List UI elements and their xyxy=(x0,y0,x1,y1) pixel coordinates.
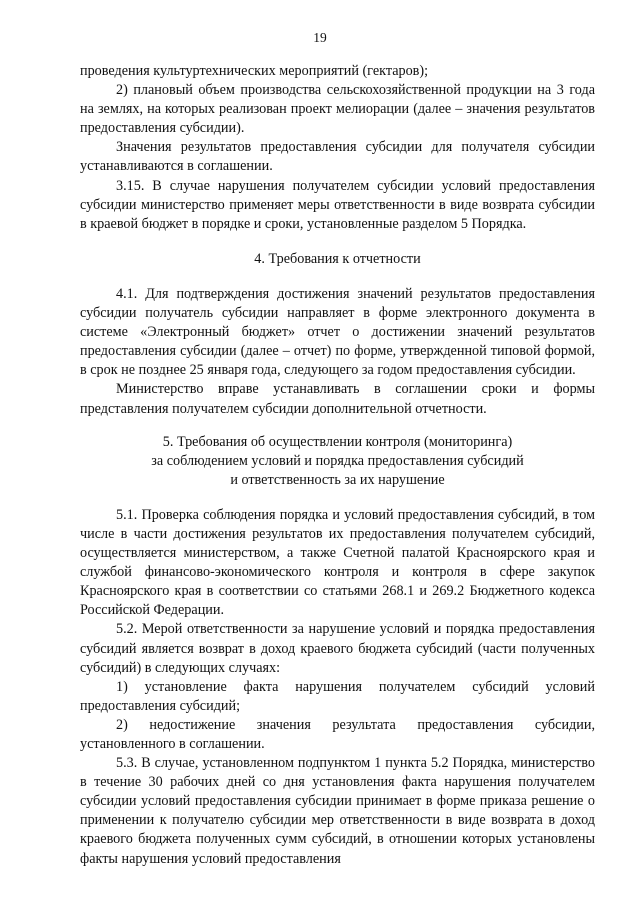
document-body xyxy=(80,62,595,869)
section-5-heading-line3: и ответственность за их нарушение xyxy=(230,471,445,488)
page-number: 19 xyxy=(313,30,327,45)
paragraph-case-1: 1) установление факта нарушения получателем субсидий условий предоставления субсидий; xyxy=(80,678,595,714)
paragraph-additional-reporting: Министерство вправе устанавливать в соглашении сроки и формы представления получателем субсидии дополнительной отчетности. xyxy=(80,381,595,417)
paragraph-case-2: 2) недостижение значения результата предоставления субсидии, установленного в соглашении. xyxy=(80,716,595,752)
section-5-heading-line2: за соблюдением условий и порядка предоставления субсидий xyxy=(151,452,524,469)
paragraph-planned-volume: 2) плановый объем производства сельскохозяйственной продукции на 3 года на землях, на которых реализован проект мелиорации (далее – значения результатов предоставления субсидии). xyxy=(80,82,595,137)
paragraph-result-values: Значения результатов предоставления субсидии для получателя субсидии устанавливаются в соглашении. xyxy=(80,139,595,175)
paragraph-5-3: 5.3. В случае, установленном подпунктом 1 пункта 5.2 Порядка, министерство в течение 30 рабочих дней со дня установления факта нарушения получателем субсидии условий предоставления субсидии принимает в форме приказа решение о применении к получателю субсидии мер ответственности в виде возврата в доход краевого бюджета полученных сумм субсидий, в отношении которых установлены факты нарушения условий предоставления xyxy=(80,755,595,867)
paragraph-5-1: 5.1. Проверка соблюдения порядка и условий предоставления субсидий, в том числе в части достижения результатов их предоставления получателем субсидий, осуществляется министерством, а также Счетной палатой Красноярского края и службой финансово-экономического контроля и контроля в сфере закупок Красноярского края в соответствии со статьями 268.1 и 269.2 Бюджетного кодекса Российской Федерации. xyxy=(80,506,595,619)
paragraph-3-15: 3.15. В случае нарушения получателем субсидии условий предоставления субсидии министерство применяет меры ответственности в виде возврата субсидии в краевой бюджет в порядке и сроки, установленные разделом 5 Порядка. xyxy=(80,177,595,232)
paragraph-continuation: проведения культуртехнических мероприятий (гектаров); xyxy=(80,63,429,79)
paragraph-4-1: 4.1. Для подтверждения достижения значений результатов предоставления субсидии получатель субсидии направляет в форме электронного документа в системе «Электронный бюджет» отчет о достижении значений результатов предоставления субсидии (далее – отчет) по форме, утвержденной типовой формой, в срок не позднее 25 января года, следующего за годом предоставления субсидии. xyxy=(80,285,595,379)
section-5-heading-line1: 5. Требования об осуществлении контроля (мониторинга) xyxy=(162,433,513,450)
paragraph-5-2: 5.2. Мерой ответственности за нарушение условий и порядка предоставления субсидий является возврат в доход краевого бюджета субсидий (части полученных субсидий) в следующих случаях: xyxy=(80,621,595,676)
section-4-heading: 4. Требования к отчетности xyxy=(254,250,421,267)
